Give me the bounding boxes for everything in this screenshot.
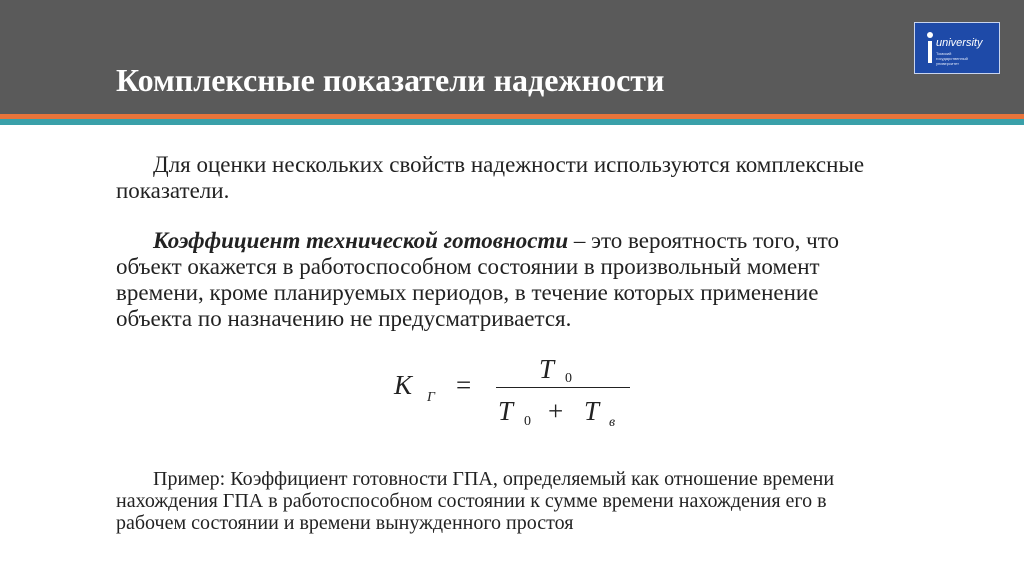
logo-subtitle: Томский государственный университет: [936, 51, 968, 66]
formula-denominator-tv-subscript: в: [609, 415, 616, 430]
formula-denominator-t0-subscript: 0: [524, 414, 531, 429]
example-paragraph: Пример: Коэффициент готовности ГПА, определяемый как отношение времени нахождения ГПА в работоспособном состоянии к сумме времени нахождения его в рабочем состоянии и времени вынужденного простоя: [116, 468, 835, 534]
formula-denominator-t0: Т: [498, 396, 514, 426]
formula-denominator-tv: Т: [584, 396, 600, 426]
formula-fraction-bar: [496, 387, 630, 388]
formula-numerator-subscript: 0: [565, 371, 572, 386]
availability-formula: [394, 354, 644, 434]
formula-lhs-subscript: Г: [427, 390, 435, 405]
slide-title: Комплексные показатели надежности: [116, 62, 665, 98]
formula-numerator: Т: [539, 354, 555, 384]
header-stripe-teal: [0, 119, 1024, 125]
definition-term: Коэффициент технической готовности: [153, 228, 569, 253]
formula-equals: =: [456, 370, 472, 400]
formula-lhs: К: [394, 370, 412, 400]
university-logo-icon: [914, 22, 1000, 74]
logo-wordmark: university: [936, 37, 983, 49]
intro-paragraph: Для оценки нескольких свойств надежности используются комплексные показатели.: [116, 152, 865, 203]
logo-i-mark: [927, 32, 933, 62]
definition-text: – это вероятность того, что объект окажется в работоспособном состоянии в произвольный момент времени, кроме планируемых периодов, в течение которых применение объекта по назначению не предусматривается.: [116, 228, 839, 331]
definition-paragraph: [116, 228, 896, 332]
formula-plus: +: [548, 396, 564, 426]
